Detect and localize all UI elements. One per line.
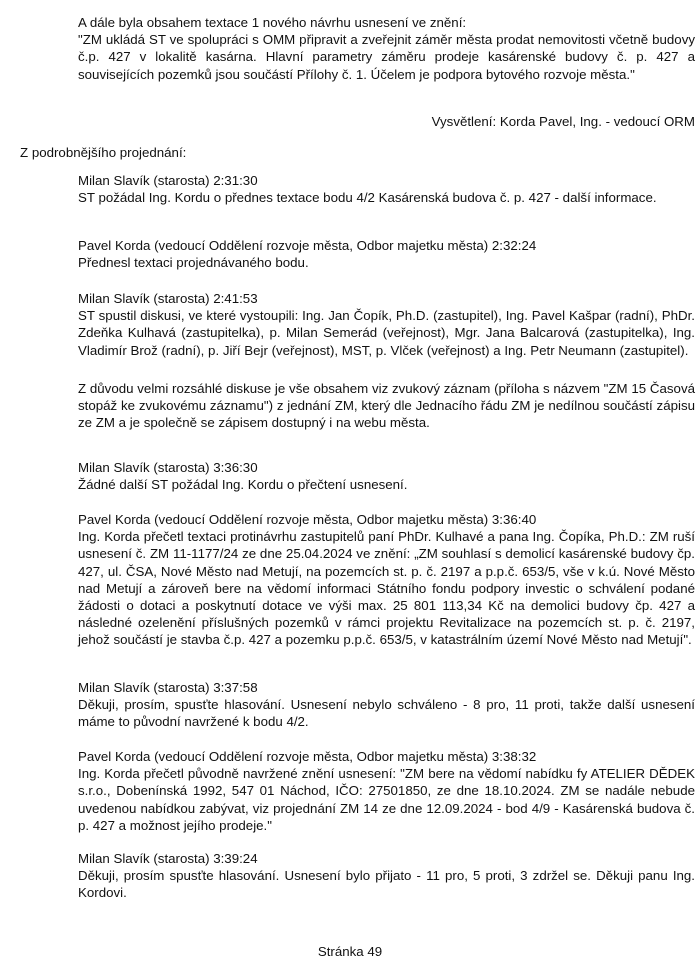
entry (78, 459, 695, 493)
entry-text: ST spustil diskusi, ve které vystoupili: Ing. Jan Čopík, Ph.D. (zastupitel), Ing. Pavel Kašpar (radní), PhDr. Zdeňka Kulhavá (zastupitelka), p. Milan Semerád (veřejnost), Mgr. Jana Balcarová (zastupitelka), Ing. Vladimír Brož (radní), p. Jiří Bejr (veřejnost), MST, p. Vlček (veřejnost) a Ing. Petr Neumann (zastupitel). (78, 308, 695, 358)
entry (78, 748, 695, 834)
entry (78, 850, 695, 902)
entry (78, 679, 695, 731)
entry-text: ST požádal Ing. Kordu o přednes textace bodu 4/2 Kasárenská budova č. p. 427 - další informace. (78, 190, 657, 206)
page-number: Stránka 49 (317, 944, 383, 959)
entry-text: Žádné další ST požádal Ing. Kordu o přečtení usnesení. (78, 477, 408, 493)
speaker-line: Milan Slavík (starosta) 2:41:53 (78, 291, 258, 306)
entry-text: Přednesl textaci projednávaného bodu. (78, 255, 309, 271)
entry-text: Z důvodu velmi rozsáhlé diskuse je vše obsahem viz zvukový záznam (příloha s názvem "ZM 15 Časová stopáž ke zvukovému záznamu") z jednání ZM, který dle Jednacího řádu ZM je nedílnou součástí zápisu ze ZM a je společně se zápisem dostupný i na webu města. (78, 381, 695, 431)
entry (78, 511, 695, 649)
entry-text: Děkuji, prosím spusťte hlasování. Usnesení bylo přijato - 11 pro, 5 proti, 3 zdržel se. Děkuji panu Ing. Kordovi. (78, 868, 695, 901)
entry-text: Ing. Korda přečetl textaci protinávrhu zastupitelů paní PhDr. Kulhavé a pana Ing. Čopíka, Ph.D.: ZM ruší usnesení č. ZM 11-1177/24 ze dne 25.04.2024 ve znění: „ZM souhlasí s demolicí kasárenské budovy čp. 427, ul. ČSA, Nové Město nad Metují, na pozemcích st. p. č. 2197 a p.p.č. 653/5, vše v k.ú. Nové Město nad Metují a zároveň bere na vědomí informaci Státního fondu podpory investic o schválení podané žádosti o dotaci a poskytnutí dotace ve výši max. 25 801 113,34 Kč na demolici budovy čp. 427 a následné ozelenění příslušných pozemků v rámci projektu Revitalizace na pozemcích st. p. č. 2197, jehož součástí je stavba č.p. 427 a pozemku p.p.č. 653/5, v katastrálním území Nové Město nad Metují". (78, 529, 695, 648)
speaker-line: Pavel Korda (vedoucí Oddělení rozvoje města, Odbor majetku města) 3:36:40 (78, 512, 537, 527)
entry (78, 237, 695, 271)
entry-text: Ing. Korda přečetl původně navržené znění usnesení: "ZM bere na vědomí nabídku fy ATELIER DĚDEK s.r.o., Dobenínská 1992, 547 01 Náchod, IČO: 27501850, ze dne 18.10.2024. ZM se nadále nebude uvedenou nabídkou zabývat, viz projednání ZM 14 ze dne 12.09.2024 - bod 4/9 - Kasárenská budova č. p. 427 a možnost jejího prodeje." (78, 766, 695, 833)
entry-text: Děkuji, prosím, spusťte hlasování. Usnesení nebylo schváleno - 8 pro, 11 proti, takže další usnesení máme to původní navržené k bodu 4/2. (78, 697, 695, 730)
resolution-quote: "ZM ukládá ST ve spolupráci s OMM připravit a zveřejnit záměr města prodat nemovitosti včetně budovy č.p. 427 v lokalitě kasárna. Hlavní parametry záměru prodeje kasárenské budovy č. p. 427 a souvisejících pozemků jsou součástí Přílohy č. 1. Účelem je podpora bytového rozvoje města." (78, 32, 695, 82)
entry (78, 380, 695, 432)
speaker-line: Milan Slavík (starosta) 3:39:24 (78, 851, 258, 866)
entry (78, 290, 695, 359)
speaker-line: Milan Slavík (starosta) 3:37:58 (78, 680, 258, 695)
speaker-line: Milan Slavík (starosta) 3:36:30 (78, 460, 258, 475)
speaker-line: Milan Slavík (starosta) 2:31:30 (78, 173, 258, 188)
speaker-line: Pavel Korda (vedoucí Oddělení rozvoje města, Odbor majetku města) 3:38:32 (78, 749, 537, 764)
entry (78, 172, 695, 206)
intro-line: A dále byla obsahem textace 1 nového návrhu usnesení ve znění: (78, 15, 467, 30)
intro-block (78, 14, 695, 83)
speaker-line: Pavel Korda (vedoucí Oddělení rozvoje města, Odbor majetku města) 2:32:24 (78, 238, 537, 253)
section-heading: Z podrobnějšího projednání: (20, 145, 187, 160)
explanation-line: Vysvětlení: Korda Pavel, Ing. - vedoucí ORM (431, 114, 695, 129)
